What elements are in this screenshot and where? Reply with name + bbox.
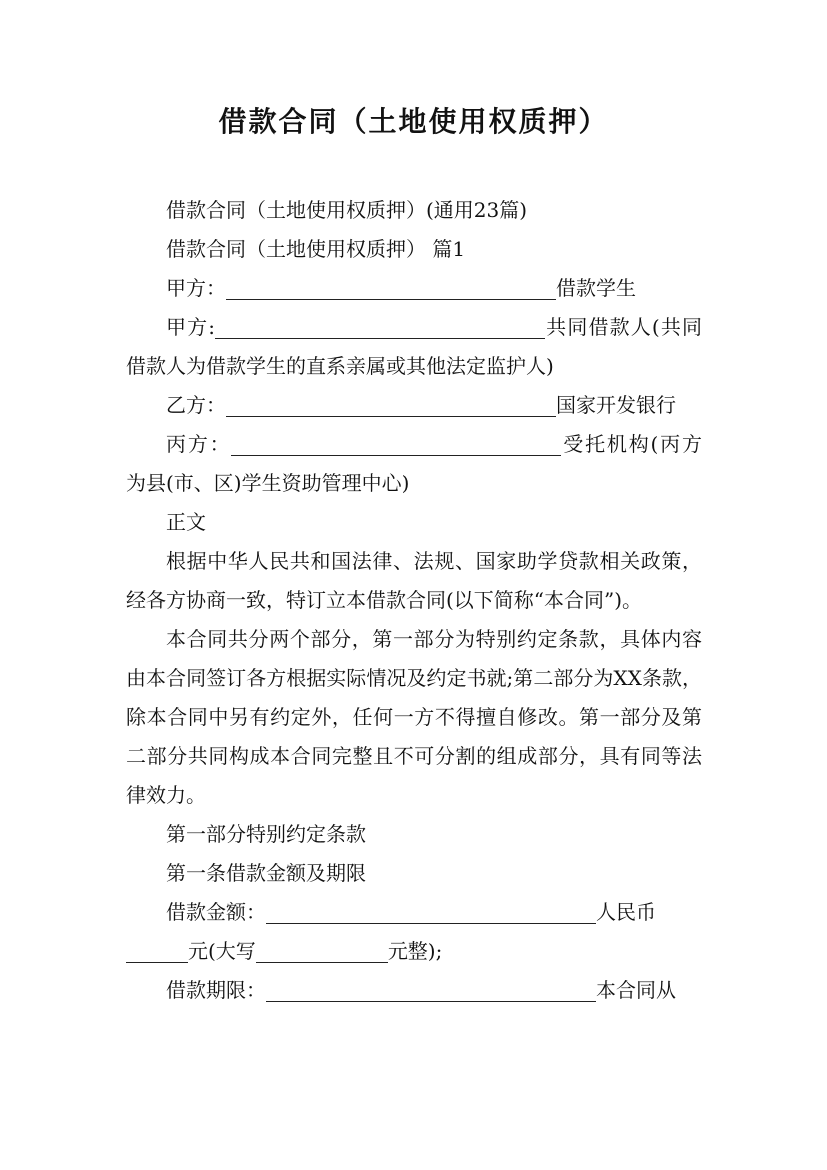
paragraph-2: 本合同共分两个部分，第一部分为特别约定条款，具体内容由本合同签订各方根据实际情况及约定书就;第二部分为XX条款，除本合同中另有约定外，任何一方不得擅自修改。第一部分及第二部分共同构成本合同完整且不可分割的组成部分，具有同等法律效力。 (126, 627, 702, 807)
term-label: 借款期限： (166, 978, 266, 1002)
amount-end: 元整); (387, 939, 443, 963)
party-b-label: 乙方： (166, 393, 226, 417)
document-body (126, 191, 702, 1010)
term-tail: 本合同从 (596, 978, 676, 1002)
amount-line (126, 893, 702, 932)
term-blank (266, 977, 596, 1002)
party-b-line (126, 386, 702, 425)
term-line (126, 971, 702, 1010)
amount-unit: 元(大写 (188, 939, 256, 963)
part-1-heading: 第一部分特别约定条款 (166, 822, 366, 846)
party-c-blank (231, 431, 561, 456)
body-heading: 正文 (166, 510, 206, 534)
amount-detail-line (126, 932, 702, 971)
party-a2-line (126, 308, 702, 386)
party-c-label: 丙方： (166, 432, 232, 456)
party-b-blank (226, 392, 556, 417)
amount-blank (266, 899, 596, 924)
piece-line: 借款合同（土地使用权质押） 篇1 (166, 237, 466, 261)
party-a-label: 甲方： (166, 276, 226, 300)
party-b-role: 国家开发银行 (556, 393, 676, 417)
amount-figure-blank (126, 938, 188, 963)
paragraph-1: 根据中华人民共和国法律、法规、国家助学贷款相关政策，经各方协商一致，特订立本借款合同(以下简称“本合同”)。 (126, 549, 702, 612)
party-a2-role: 共同借款人(共同借款人为借款学生的直系亲属或其他法定监护人) (126, 315, 702, 378)
party-a-role: 借款学生 (556, 276, 636, 300)
article-1-heading: 第一条借款金额及期限 (166, 861, 366, 885)
party-a-blank (226, 275, 556, 300)
amount-currency: 人民币 (596, 900, 656, 924)
party-c-line (126, 425, 702, 503)
document-title: 借款合同（土地使用权质押） (218, 105, 609, 138)
amount-words-blank (256, 938, 388, 963)
intro-line: 借款合同（土地使用权质押）(通用23篇) (166, 198, 528, 222)
party-a2-label: 甲方: (166, 315, 216, 339)
party-c-role: 受托机构(丙方为县(市、区)学生资助管理中心) (126, 432, 703, 495)
party-a2-blank (215, 314, 545, 339)
amount-label: 借款金额： (166, 900, 266, 924)
party-a-line (126, 269, 702, 308)
